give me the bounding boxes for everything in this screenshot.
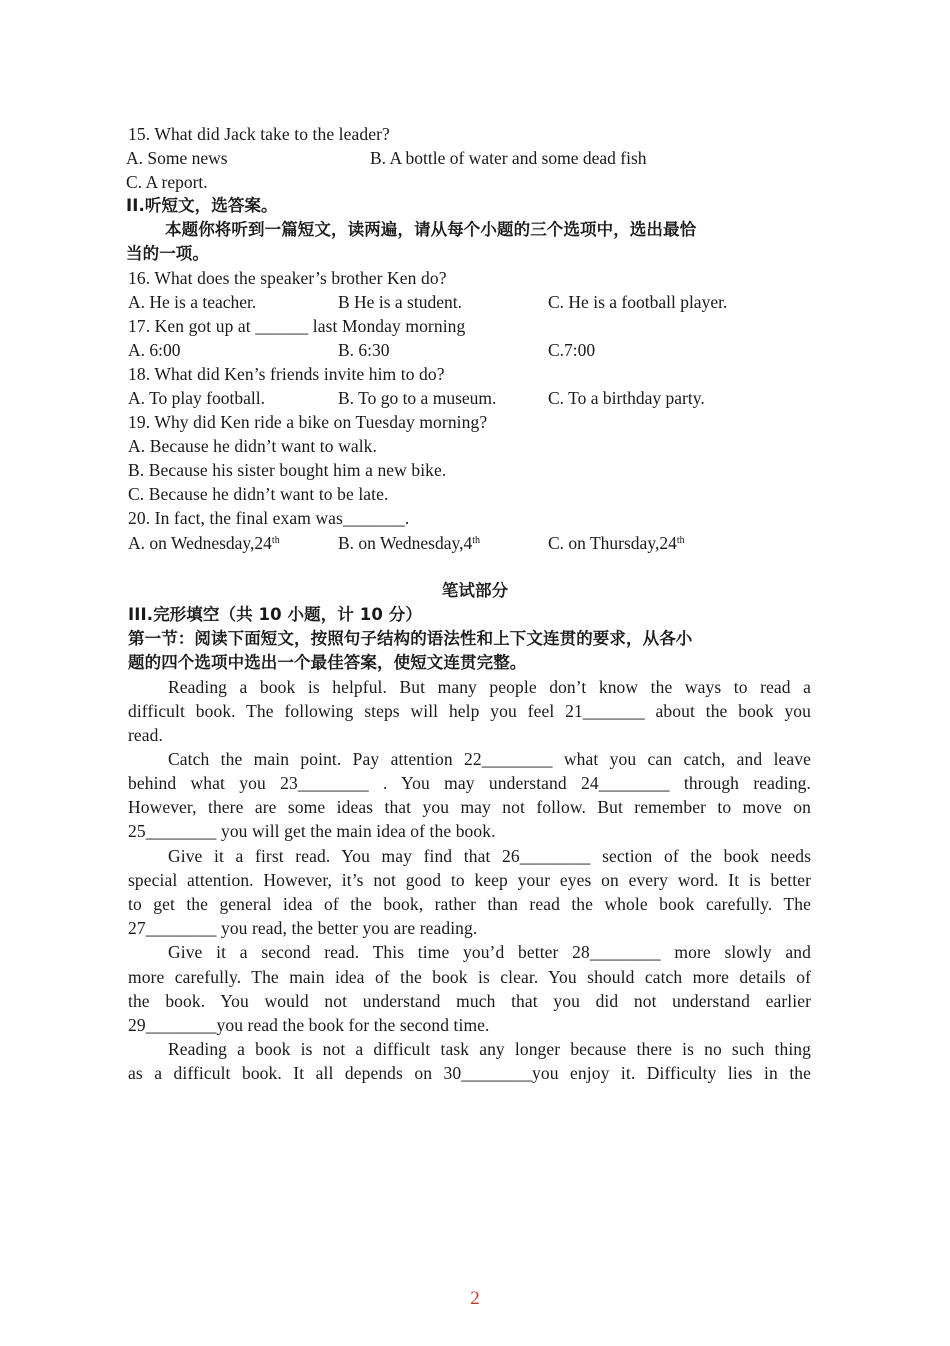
passage-line: 29________you read the book for the second time. <box>128 1015 490 1035</box>
passage-line: difficult book. The following steps will help you feel 21_______ about the book you <box>128 701 811 721</box>
question-20-option-c: C. on Thursday,24th <box>548 533 685 553</box>
page-number: 2 <box>470 1288 480 1309</box>
question-19-option-b: B. Because his sister bought him a new bike. <box>128 460 447 480</box>
question-16-stem: 16. What does the speaker’s brother Ken do? <box>128 268 447 288</box>
question-18-option-c: C. To a birthday party. <box>548 388 705 408</box>
question-15-stem: 15. What did Jack take to the leader? <box>128 124 390 144</box>
question-19-stem: 19. Why did Ken ride a bike on Tuesday morning? <box>128 412 488 432</box>
passage-line: Reading a book is helpful. But many people don’t know the ways to read a <box>168 677 811 697</box>
question-18-stem: 18. What did Ken’s friends invite him to do? <box>128 364 445 384</box>
passage-line: more carefully. The main idea of the book is clear. You should catch more details of <box>128 967 811 987</box>
question-19-option-a: A. Because he didn’t want to walk. <box>128 436 377 456</box>
section-2-instruction-line-1: 本题你将听到一篇短文，读两遍，请从每个小题的三个选项中，选出最恰 <box>165 220 697 239</box>
question-15-option-c: C. A report. <box>126 172 208 192</box>
passage-line: Reading a book is not a difficult task any longer because there is no such thing <box>168 1039 811 1059</box>
passage-line: Give it a first read. You may find that 26________ section of the book needs <box>168 846 811 866</box>
passage-line: 27________ you read, the better you are reading. <box>128 918 478 938</box>
question-20-stem: 20. In fact, the final exam was_______. <box>128 508 410 528</box>
question-17-stem: 17. Ken got up at ______ last Monday morning <box>128 316 466 336</box>
question-18-option-a: A. To play football. <box>128 388 265 408</box>
question-20-option-a: A. on Wednesday,24th <box>128 533 280 553</box>
section-3-instruction-line-2: 题的四个选项中选出一个最佳答案，使短文连贯完整。 <box>128 653 527 672</box>
passage-line: special attention. However, it’s not good to keep your eyes on every word. It is better <box>128 870 811 890</box>
question-18-option-b: B. To go to a museum. <box>338 388 497 408</box>
passage-line: Give it a second read. This time you’d better 28________ more slowly and <box>168 942 811 962</box>
passage-line: behind what you 23________ . You may understand 24________ through reading. <box>128 773 811 793</box>
section-2-instruction-line-2: 当的一项。 <box>126 244 209 263</box>
question-17-option-c: C.7:00 <box>548 340 596 360</box>
passage-line: 25________ you will get the main idea of the book. <box>128 821 496 841</box>
section-3-title: III.完形填空（共 10 小题，计 10 分） <box>128 605 422 624</box>
passage-line: to get the general idea of the book, rather than read the whole book carefully. The <box>128 894 811 914</box>
question-17-option-b: B. 6:30 <box>338 340 390 360</box>
passage-line: read. <box>128 725 163 745</box>
passage-line: Catch the main point. Pay attention 22________ what you can catch, and leave <box>168 749 811 769</box>
question-15-option-b: B. A bottle of water and some dead fish <box>370 148 647 168</box>
question-17-option-a: A. 6:00 <box>128 340 181 360</box>
question-16-option-a: A. He is a teacher. <box>128 292 257 312</box>
passage-line: However, there are some ideas that you may not follow. But remember to move on <box>128 797 811 817</box>
question-16-option-c: C. He is a football player. <box>548 292 728 312</box>
question-16-option-b: B He is a student. <box>338 292 462 312</box>
section-2-title: II.听短文，选答案。 <box>126 196 278 215</box>
question-15-option-a: A. Some news <box>126 148 228 168</box>
passage-line: as a difficult book. It all depends on 30________you enjoy it. Difficulty lies in the <box>128 1063 811 1083</box>
question-19-option-c: C. Because he didn’t want to be late. <box>128 484 389 504</box>
written-part-heading: 笔试部分 <box>441 581 509 600</box>
section-3-instruction-line-1: 第一节：阅读下面短文，按照句子结构的语法性和上下文连贯的要求，从各小 <box>128 629 693 648</box>
question-20-option-b: B. on Wednesday,4th <box>338 533 480 553</box>
passage-line: the book. You would not understand much that you did not understand earlier <box>128 991 811 1011</box>
